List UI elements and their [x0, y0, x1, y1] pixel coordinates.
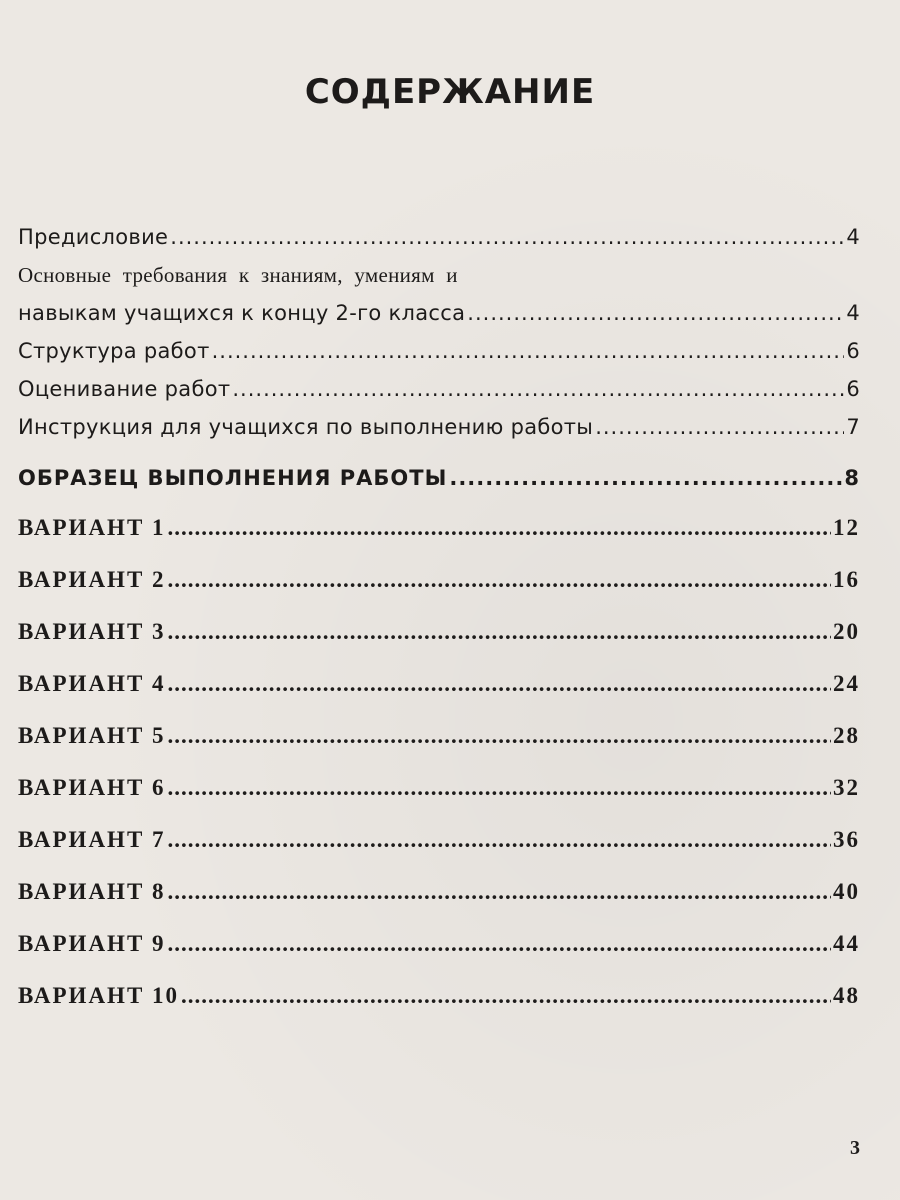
toc-entry-label: ВАРИАНТ 5: [18, 723, 166, 748]
dot-leader: [232, 370, 844, 408]
toc-entry-page: 20: [833, 619, 860, 644]
dot-leader: [595, 408, 844, 446]
toc-entry-label-line1: Основные требования к знаниям, умениям и: [18, 263, 458, 287]
toc-entry-page: 12: [833, 515, 860, 540]
toc-entry-preface: [18, 218, 860, 256]
toc-entry-page: 28: [833, 723, 860, 748]
toc-entry-label-line2: навыкам учащихся к концу 2-го класса: [18, 301, 466, 325]
toc-entry-page: 48: [833, 983, 860, 1008]
toc-entry-page: 40: [833, 879, 860, 904]
dot-leader: [168, 762, 831, 814]
toc-entry-page: 44: [833, 931, 860, 956]
dot-leader: [170, 218, 844, 256]
toc-entry-label: Структура работ: [18, 339, 210, 363]
dot-leader: [168, 658, 831, 710]
toc-entry-variant-8: [18, 866, 860, 918]
toc-entry-variant-9: [18, 918, 860, 970]
toc-entry-page: 32: [833, 775, 860, 800]
toc-entry-sample: [18, 454, 860, 502]
toc-entry-label: ВАРИАНТ 2: [18, 567, 166, 592]
dot-leader: [168, 710, 831, 762]
toc-entry-requirements: [18, 256, 860, 332]
toc-entry-page: 4: [846, 225, 860, 249]
toc-entry-label: ВАРИАНТ 9: [18, 931, 166, 956]
toc-entry-evaluation: [18, 370, 860, 408]
toc-entry-page: 6: [846, 377, 860, 401]
page-title: СОДЕРЖАНИЕ: [304, 72, 596, 112]
dot-leader: [168, 866, 831, 918]
page-number: 3: [850, 1137, 860, 1159]
toc-entry-variant-2: [18, 554, 860, 606]
toc-entry-variant-10: [18, 970, 860, 1022]
toc-entry-label: ВАРИАНТ 4: [18, 671, 166, 696]
dot-leader: [168, 502, 831, 554]
toc-entry-variant-5: [18, 710, 860, 762]
toc-entry-page: 36: [833, 827, 860, 852]
toc-entry-page: 7: [846, 415, 860, 439]
toc-entry-variant-1: [18, 502, 860, 554]
dot-leader: [449, 454, 842, 502]
toc-entry-label: Оценивание работ: [18, 377, 231, 401]
toc-entry-variant-3: [18, 606, 860, 658]
toc-entry-structure: [18, 332, 860, 370]
toc-entry-page: 6: [846, 339, 860, 363]
toc-entry-label: ОБРАЗЕЦ ВЫПОЛНЕНИЯ РАБОТЫ: [18, 466, 448, 490]
toc-entry-label: Предисловие: [18, 225, 169, 249]
toc-entry-label: ВАРИАНТ 6: [18, 775, 166, 800]
dot-leader: [181, 970, 831, 1022]
toc-entry-variant-4: [18, 658, 860, 710]
toc-entry-label: ВАРИАНТ 10: [18, 983, 180, 1008]
toc-entry-label: ВАРИАНТ 8: [18, 879, 166, 904]
toc-entry-page: 4: [846, 301, 860, 325]
toc-entry-variant-6: [18, 762, 860, 814]
toc-entry-page: 16: [833, 567, 860, 592]
toc-entry-label: ВАРИАНТ 1: [18, 515, 166, 540]
toc-entry-page: 24: [833, 671, 860, 696]
dot-leader: [168, 554, 831, 606]
dot-leader: [168, 814, 831, 866]
toc-entry-label: ВАРИАНТ 7: [18, 827, 166, 852]
toc-entry-label: ВАРИАНТ 3: [18, 619, 166, 644]
table-of-contents: [18, 218, 860, 1022]
dot-leader: [168, 918, 831, 970]
toc-entry-variant-7: [18, 814, 860, 866]
toc-entry-label: Инструкция для учащихся по выполнению работы: [18, 415, 594, 439]
toc-entry-page: 8: [844, 466, 860, 490]
toc-entry-instructions: [18, 408, 860, 446]
dot-leader: [168, 606, 831, 658]
dot-leader: [212, 332, 845, 370]
dot-leader: [467, 294, 844, 332]
